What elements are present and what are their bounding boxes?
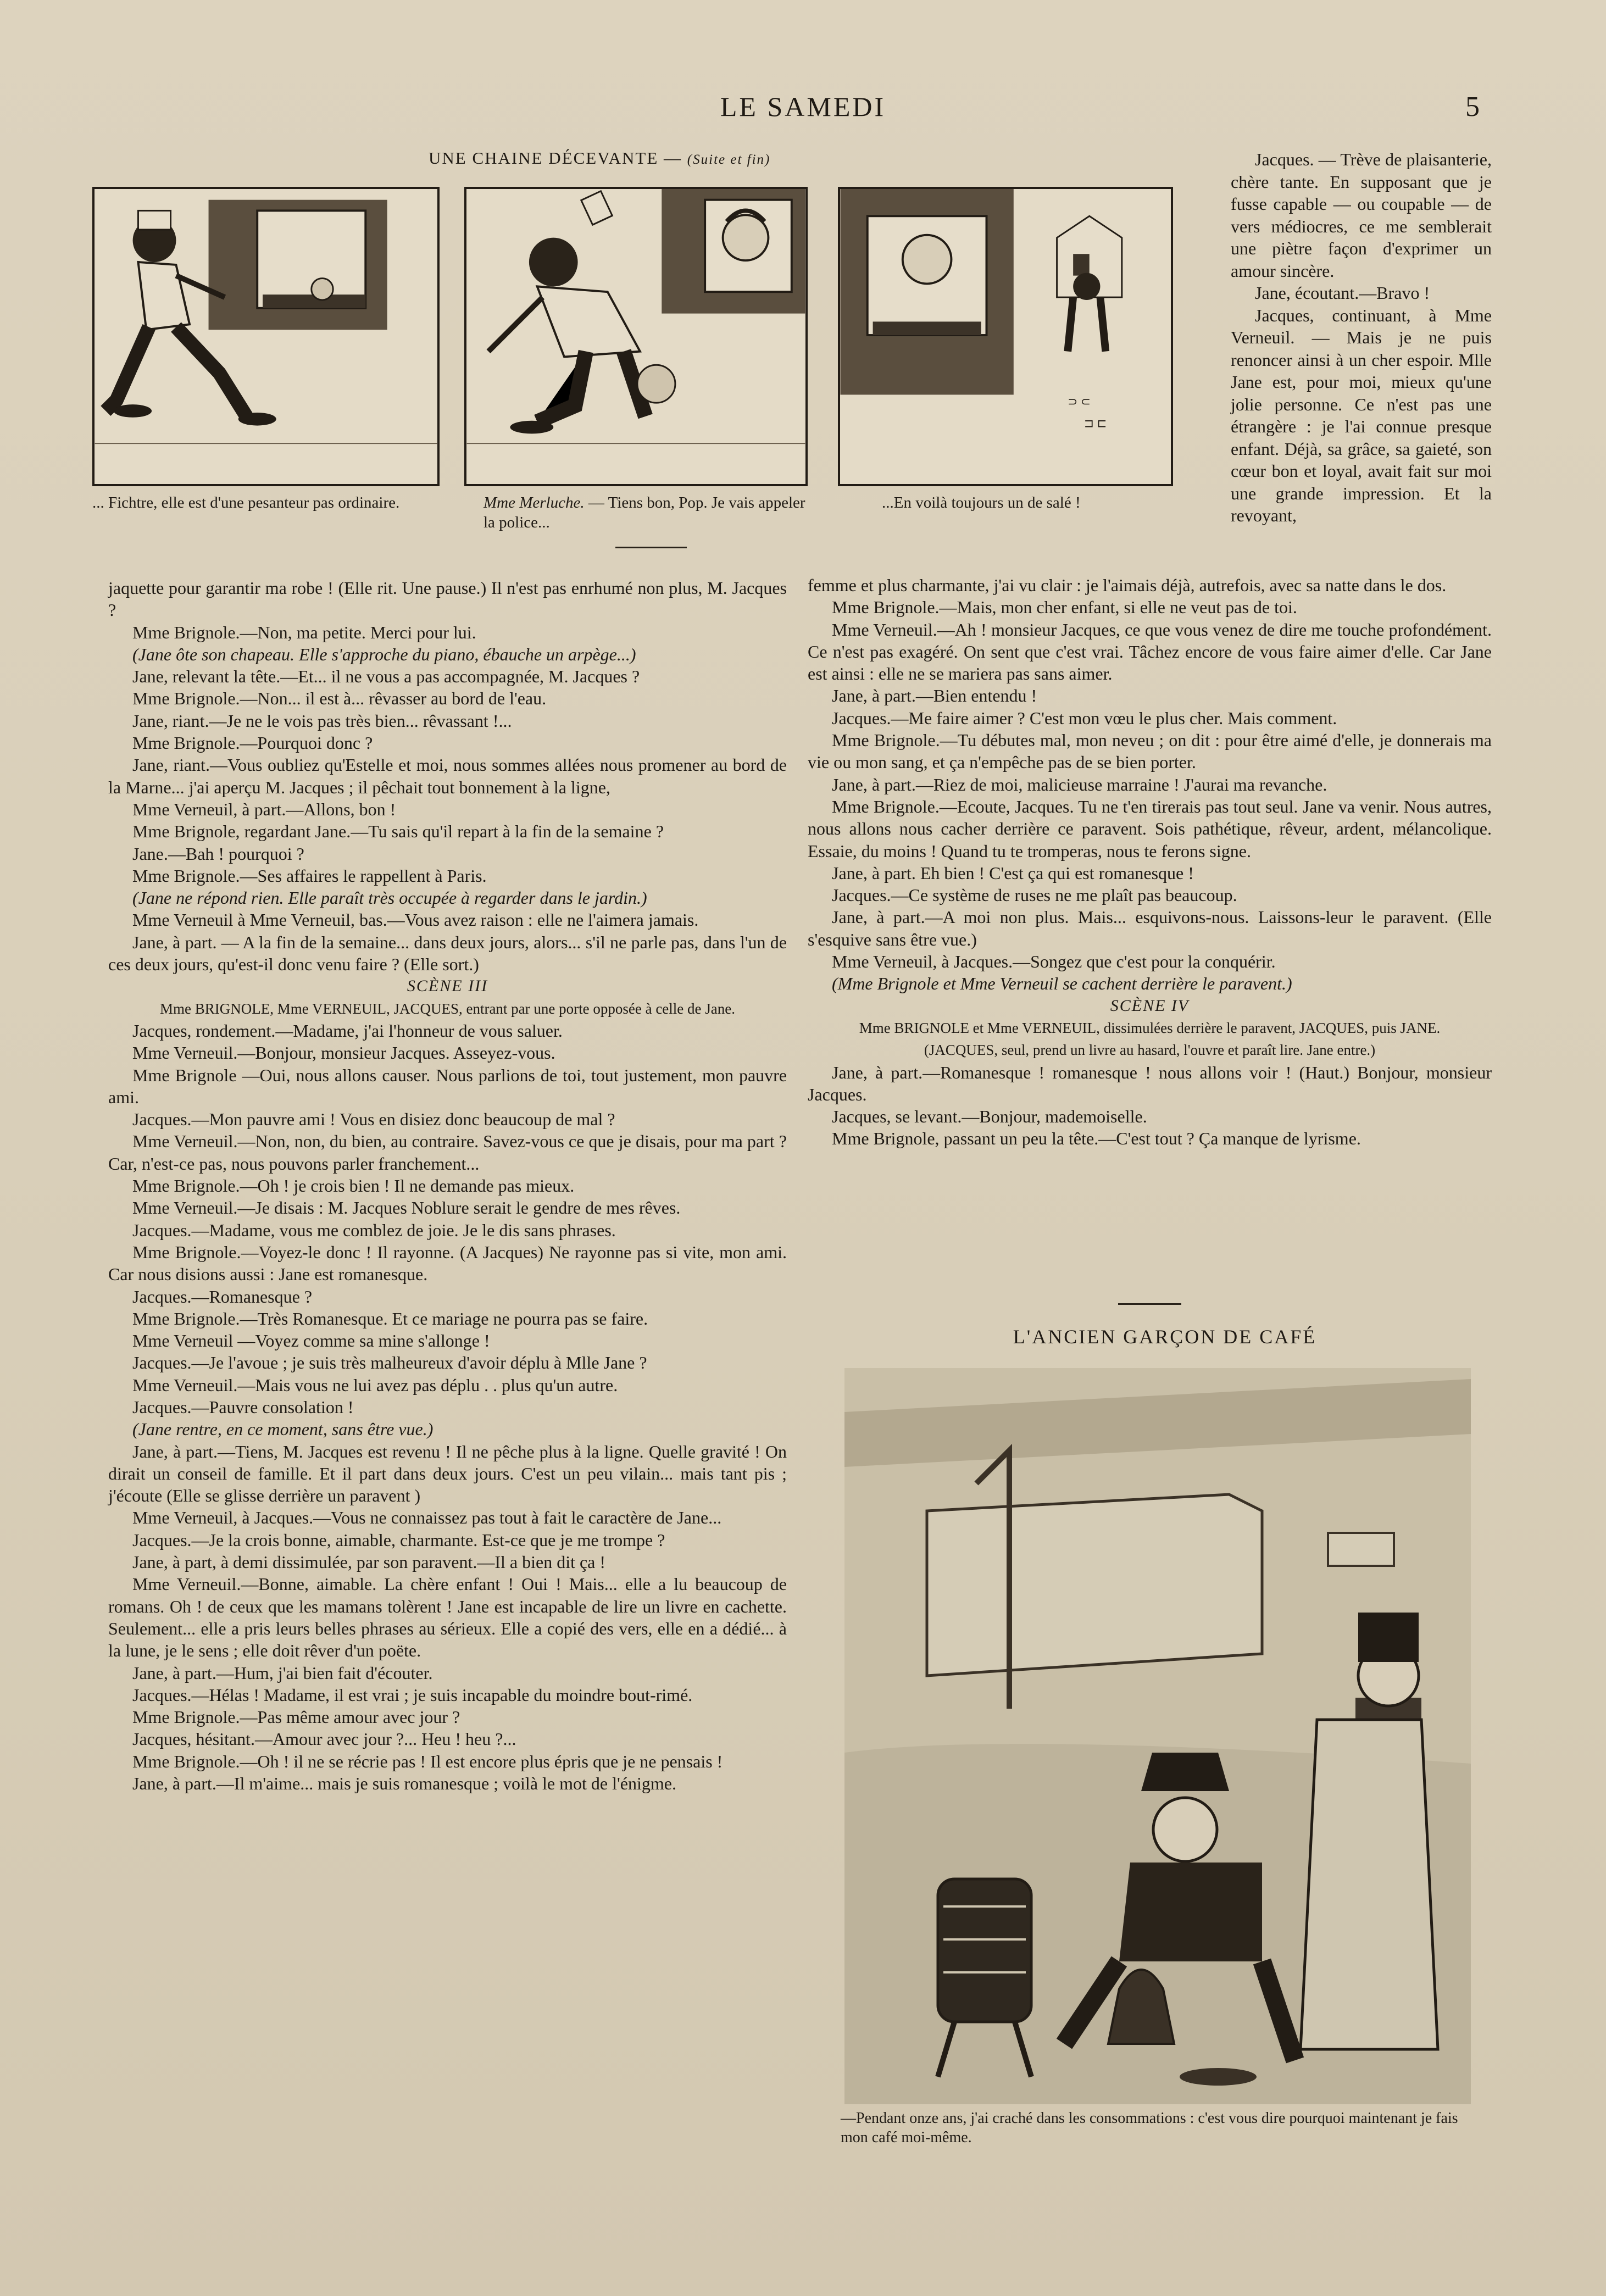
right-mid-paragraph: (JACQUES, seul, prend un livre au hasard, l'ouvre et paraît lire. Jane entre.) [924, 1042, 1376, 1059]
left-col-paragraph: Jane, à part. — A la fin de la semaine... dans deux jours, alors... s'il ne parle pas, dans l'un de ces deux jours, qu'est-il donc venu faire ? (Elle sort.) [108, 932, 787, 975]
left-col-paragraph: Jacques.—Hélas ! Madame, il est vrai ; je suis incapable du moindre bout-rimé. [132, 1685, 693, 1705]
left-col-paragraph: Mme Brignole.—Non... il est à... rêvasser au bord de l'eau. [132, 688, 547, 709]
comic-panel-2 [464, 187, 808, 486]
left-col-paragraph: Jacques.—Je la crois bonne, aimable, charmante. Est-ce que je me trompe ? [132, 1530, 665, 1550]
comic-title-text: UNE CHAINE DÉCEVANTE — [429, 148, 682, 168]
left-col-paragraph: Mme Verneuil, à Jacques.—Vous ne connaissez pas tout à fait le caractère de Jane... [132, 1508, 722, 1528]
right-mid-paragraph: Jane, à part.—Riez de moi, malicieuse marraine ! J'aurai ma revanche. [832, 774, 1327, 794]
left-col-paragraph: Jacques.—Romanesque ? [132, 1286, 313, 1307]
left-col-paragraph: Mme Verneuil.—Non, non, du bien, au contraire. Savez-vous ce que je disais, pour ma part ? Car, n'est-ce pas, nous pouvons parler franchement... [108, 1131, 787, 1174]
left-col-paragraph: Jacques, hésitant.—Amour avec jour ?... Heu ! heu ?... [132, 1729, 516, 1749]
right-mid-paragraph: (Mme Brignole et Mme Verneuil se cachent derrière le paravent.) [832, 974, 1292, 994]
right-mid-paragraph: Jane, à part.—A moi non plus. Mais... esquivons-nous. Laissons-leur le paravent. (Elle s'esquive sans être vue.) [808, 907, 1492, 949]
right-mid-paragraph: Jane, à part. Eh bien ! C'est ça qui est romanesque ! [832, 863, 1194, 883]
right-text-column [808, 574, 1492, 1150]
comic-subtitle: (Suite et fin) [687, 152, 771, 167]
illustration-drawing [844, 1368, 1471, 2104]
left-col-paragraph: Mme BRIGNOLE, Mme VERNEUIL, JACQUES, entrant par une porte opposée à celle de Jane. [159, 1000, 735, 1017]
left-col-paragraph: Jane, riant.—Je ne le vois pas très bien... rêvassant !... [132, 710, 512, 731]
section-separator-rule [1118, 1303, 1181, 1305]
right-mid-paragraph: femme et plus charmante, j'ai vu clair : je l'aimais déjà, autrefois, avec sa natte dans le dos. [808, 575, 1447, 595]
right-mid-paragraph: SCÈNE IV [1110, 996, 1190, 1015]
right-top-paragraph: Jane, écoutant.—Bravo ! [1255, 283, 1430, 303]
panel-2-caption-text: — Tiens bon, Pop. Je vais appeler la police... [484, 494, 805, 531]
right-mid-paragraph: Jane, à part.—Romanesque ! romanesque ! nous allons voir ! (Haut.) Bonjour, monsieur Jacques. [808, 1062, 1492, 1104]
left-col-paragraph: Mme Brignole, regardant Jane.—Tu sais qu'il repart à la fin de la semaine ? [132, 821, 664, 842]
right-mid-paragraph: Mme Brignole.—Mais, mon cher enfant, si elle ne veut pas de toi. [832, 597, 1297, 618]
left-col-paragraph: Mme Verneuil.—Bonne, aimable. La chère enfant ! Oui ! Mais... elle a lu beaucoup de romans. Oh ! de ceux que les mamans tolèrent ! Jane est incapable de lire un livre en cachette. Seulement... elle a pris leurs belles phrases au sérieux. Elle a copié des vers, elle en a dédié... à la lune, je le sens ; elle doit rêver d'un poëte. [108, 1574, 787, 1661]
left-col-paragraph: Mme Brignole —Oui, nous allons causer. Nous parlions de toi, tout justement, mon pauvre ami. [108, 1065, 787, 1107]
left-col-paragraph: Mme Verneuil —Voyez comme sa mine s'allonge ! [132, 1331, 490, 1351]
comic-panel-2-drawing [466, 189, 805, 484]
comic-strip-title [429, 148, 770, 168]
left-col-paragraph: Mme Brignole.—Pas même amour avec jour ? [132, 1707, 460, 1727]
left-col-paragraph: Jane, relevant la tête.—Et... il ne vous a pas accompagnée, M. Jacques ? [132, 666, 640, 687]
panel-2-speaker: Mme Merluche. [484, 494, 585, 512]
page-number: 5 [1465, 91, 1480, 123]
right-mid-paragraph: Mme Brignole, passant un peu la tête.—C'est tout ? Ça manque de lyrisme. [832, 1128, 1361, 1149]
left-col-paragraph: (Jane ôte son chapeau. Elle s'approche du piano, ébauche un arpège...) [132, 644, 636, 664]
right-mid-paragraph: Jacques, se levant.—Bonjour, mademoiselle. [832, 1107, 1147, 1127]
svg-text:⊐ ⊏: ⊐ ⊏ [1083, 416, 1107, 430]
right-top-column [1231, 148, 1492, 527]
newspaper-title: LE SAMEDI [720, 91, 886, 122]
comic-panel-1-drawing [95, 189, 437, 484]
left-col-paragraph: Jane.—Bah ! pourquoi ? [132, 843, 304, 864]
comic-panel-1 [92, 187, 440, 486]
left-col-paragraph: Jane, à part, à demi dissimulée, par son paravent.—Il a bien dit ça ! [132, 1552, 606, 1572]
left-col-paragraph: Mme Brignole.—Voyez-le donc ! Il rayonne. (A Jacques) Ne rayonne pas si vite, mon ami. Car nous disions aussi : Jane est romanesque. [108, 1242, 787, 1285]
illustration-title: L'ANCIEN GARÇON DE CAFÉ [1013, 1326, 1317, 1348]
left-col-paragraph: SCÈNE III [407, 977, 488, 996]
left-col-paragraph: Jacques.—Pauvre consolation ! [132, 1397, 354, 1417]
left-col-paragraph: Mme Verneuil à Mme Verneuil, bas.—Vous avez raison : elle ne l'aimera jamais. [132, 910, 699, 930]
svg-text:⊃ ⊂: ⊃ ⊂ [1068, 395, 1091, 409]
right-mid-paragraph: Jacques.—Me faire aimer ? C'est mon vœu le plus cher. Mais comment. [832, 708, 1337, 728]
left-col-paragraph: Mme Verneuil.—Bonjour, monsieur Jacques. Asseyez-vous. [132, 1043, 555, 1063]
separator-rule [615, 547, 687, 548]
cafe-waiter-illustration [844, 1368, 1471, 2104]
panel-2-caption [484, 493, 813, 532]
right-mid-paragraph: Mme Brignole.—Tu débutes mal, mon neveu ; on dit : pour être aimé d'elle, je donnerais ma vie ou mon sang, et ça n'empêche pas de se bien porter. [808, 730, 1492, 772]
panel-1-caption: ... Fichtre, elle est d'une pesanteur pas ordinaire. [92, 494, 400, 512]
left-col-paragraph: Mme Verneuil.—Mais vous ne lui avez pas déplu . . plus qu'un autre. [132, 1375, 618, 1395]
right-mid-paragraph: Mme Verneuil, à Jacques.—Songez que c'est pour la conquérir. [832, 952, 1276, 972]
left-col-paragraph: Mme Brignole.—Non, ma petite. Merci pour lui. [132, 622, 476, 642]
right-mid-paragraph: Jane, à part.—Bien entendu ! [832, 686, 1037, 706]
left-col-paragraph: Jacques, rondement.—Madame, j'ai l'honneur de vous saluer. [132, 1020, 563, 1041]
left-col-paragraph: Jane, à part.—Hum, j'ai bien fait d'écouter. [132, 1663, 433, 1683]
right-mid-paragraph: Mme Brignole.—Ecoute, Jacques. Tu ne t'en tirerais pas tout seul. Jane va venir. Nous autres, nous allons nous cacher derrière ce paravent. Sois pathétique, rêveur, ardent, mélancolique. Essaie, du moins ! Quand tu te tromperas, nous te ferons signe. [808, 796, 1492, 861]
left-col-paragraph: Mme Brignole.—Très Romanesque. Et ce mariage ne pourra pas se faire. [132, 1308, 648, 1328]
right-top-paragraph: Jacques, continuant, à Mme Verneuil. — Mais je ne puis renoncer ainsi à un cher espoir. Mlle Jane est, pour moi, mieux qu'une jolie personne. Ce n'est pas une étrangère : je l'ai connue presque enfant. Déjà, sa grâce, sa gaieté, son cœur bon et loyal, avait fait sur moi une grande impression. Et la revoyant, [1231, 305, 1492, 525]
right-mid-paragraph: Jacques.—Ce système de ruses ne me plaît pas beaucoup. [832, 885, 1237, 905]
panel-3-caption: ...En voilà toujours un de salé ! [882, 494, 1081, 512]
left-col-paragraph: Jacques.—Mon pauvre ami ! Vous en disiez donc beaucoup de mal ? [132, 1109, 615, 1130]
comic-panel-3-drawing [840, 189, 1171, 484]
left-col-paragraph: Jacques.—Je l'avoue ; je suis très malheureux d'avoir déplu à Mlle Jane ? [132, 1353, 647, 1373]
left-col-paragraph: Mme Verneuil.—Je disais : M. Jacques Noblure serait le gendre de mes rêves. [132, 1198, 681, 1218]
left-col-paragraph: Mme Verneuil, à part.—Allons, bon ! [132, 799, 396, 819]
left-col-paragraph: (Jane ne répond rien. Elle paraît très occupée à regarder dans le jardin.) [132, 888, 647, 908]
left-col-paragraph: Mme Brignole.—Oh ! il ne se récrie pas ! Il est encore plus épris que je ne pensais ! [132, 1751, 723, 1771]
left-text-column [108, 577, 787, 1794]
left-col-paragraph: jaquette pour garantir ma robe ! (Elle rit. Une pause.) Il n'est pas enrhumé non plus, M. Jacques ? [108, 578, 787, 620]
right-mid-paragraph: Mme BRIGNOLE et Mme VERNEUIL, dissimulées derrière le paravent, JACQUES, puis JANE. [859, 1019, 1441, 1036]
left-col-paragraph: Mme Brignole.—Pourquoi donc ? [132, 733, 373, 753]
left-col-paragraph: Mme Brignole.—Oh ! je crois bien ! Il ne demande pas mieux. [132, 1176, 575, 1196]
illustration-caption: —Pendant onze ans, j'ai craché dans les consommations : c'est vous dire pourquoi maintenant je fais mon café moi-même. [841, 2110, 1458, 2146]
right-mid-paragraph: Mme Verneuil.—Ah ! monsieur Jacques, ce que vous venez de dire me touche profondément. Ce n'est pas exagéré. On sent que c'est vrai. Tâchez encore de vous faire aimer d'elle. Car Jane est ainsi : elle ne se mariera pas sans aimer. [808, 619, 1492, 684]
right-top-paragraph: Jacques. — Trève de plaisanterie, chère tante. En supposant que je fusse capable — ou coupable — de vers médiocres, ce me semblerait une piètre façon d'exprimer un amour sincère. [1231, 149, 1492, 281]
comic-panel-3 [838, 187, 1173, 486]
left-col-paragraph: Jane, riant.—Vous oubliez qu'Estelle et moi, nous sommes allées nous promener au bord de la Marne... j'ai aperçu M. Jacques ; il pêchait tout bonnement à la ligne, [108, 755, 787, 797]
left-col-paragraph: Jacques.—Madame, vous me comblez de joie. Je le dis sans phrases. [132, 1220, 616, 1240]
left-col-paragraph: (Jane rentre, en ce moment, sans être vue.) [132, 1419, 434, 1439]
left-col-paragraph: Jane, à part.—Il m'aime... mais je suis romanesque ; voilà le mot de l'énigme. [132, 1774, 676, 1794]
left-col-paragraph: Jane, à part.—Tiens, M. Jacques est revenu ! Il ne pêche plus à la ligne. Quelle gravité ! On dirait un conseil de famille. Et il part dans deux jours. C'est un peu vilain... mais tant pis ; j'écoute (Elle se glisse derrière un paravent ) [108, 1441, 787, 1506]
left-col-paragraph: Mme Brignole.—Ses affaires le rappellent à Paris. [132, 865, 487, 886]
